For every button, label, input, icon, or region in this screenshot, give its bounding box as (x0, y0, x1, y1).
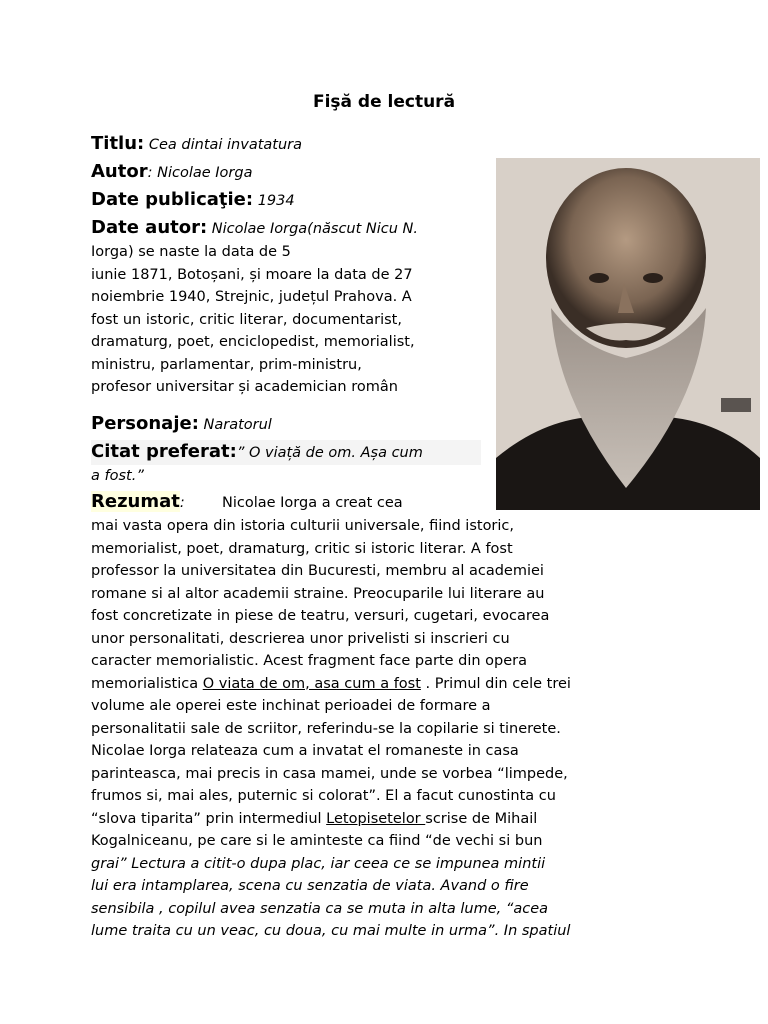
rezumat-line: lui era intamplarea, scena cu senzatia de viata. Avand o fire (91, 878, 529, 894)
rezumat-text-span: memorialistica (91, 675, 203, 692)
rezumat-line: fost concretizate in piese de teatru, versuri, cugetari, evocarea (91, 608, 550, 624)
author-portrait-photo (496, 158, 760, 510)
field-citat-preferat (91, 440, 481, 465)
date-autor-line: ministru, parlamentar, prim-ministru, (91, 356, 362, 373)
rezumat-line: professor la universitatea din Bucuresti, membru al academiei (91, 563, 544, 579)
field-rezumat (91, 490, 403, 515)
titlu-label: Titlu: (91, 133, 145, 154)
citat-value-line-1: ” O viață de om. Așa cum (236, 445, 423, 461)
rezumat-line: memorialist, poet, dramaturg, critic si istoric literar. A fost (91, 540, 513, 557)
date-autor-line: Iorga) se naste la data de 5 (91, 244, 291, 260)
citat-label: Citat preferat: (91, 441, 237, 462)
date-autor-text (91, 241, 415, 399)
personaje-value: Naratorul (203, 417, 272, 433)
citat-value-line-2: a fost.” (91, 468, 144, 484)
rezumat-line: unor personalitati, descrierea unor privelisti si inscrieri cu (91, 630, 510, 647)
rezumat-line: sensibila , copilul avea senzatia ca se muta in alta lume, “acea (91, 900, 549, 917)
date-publicatie-value: 1934 (257, 193, 295, 209)
date-autor-label: Date autor (91, 217, 200, 238)
rezumat-line: grai” Lectura a citit-o dupa plac, iar ceea ce se impunea mintii (91, 855, 546, 872)
field-autor (91, 160, 252, 185)
rezumat-line-opera (91, 673, 571, 696)
field-personaje (91, 412, 272, 437)
rezumat-line: frumos si, mai ales, puternic si colorat”. El a facut cunostinta cu (91, 788, 556, 804)
portrait-image (496, 158, 760, 510)
date-autor-colon: : (199, 217, 208, 238)
personaje-label: Personaje: (91, 413, 199, 434)
autor-label: Autor (91, 161, 148, 182)
rezumat-text-span: . Primul din cele trei (420, 675, 571, 692)
rezumat-line: caracter memorialistic. Acest fragment face parte din opera (91, 653, 528, 669)
field-date-publicatie (91, 188, 295, 213)
date-autor-line: profesor universitar și academician român (91, 379, 398, 395)
field-titlu (91, 132, 302, 157)
letopisete-underlined: Letopisetelor (326, 810, 426, 827)
rezumat-line: mai vasta opera din istoria culturii universale, fiind istoric, (91, 518, 515, 534)
rezumat-label: Rezumat (91, 491, 180, 512)
rezumat-line: romane si al altor academii straine. Preocuparile lui literare au (91, 585, 545, 602)
citat-continuation (91, 465, 144, 488)
titlu-value: Cea dintai invatatura (148, 137, 303, 153)
date-autor-line: dramaturg, poet, enciclopedist, memorialist, (91, 334, 415, 350)
rezumat-first-line: Nicolae Iorga a creat cea (221, 495, 403, 511)
rezumat-line-letopisete (91, 808, 571, 831)
date-autor-line: fost un istoric, critic literar, documentarist, (91, 311, 402, 328)
rezumat-line: parinteasca, mai precis in casa mamei, unde se vorbea “limpede, (91, 765, 568, 782)
document-title: Fişă de lectură (312, 92, 456, 112)
rezumat-line: lume traita cu un veac, cu doua, cu mai multe in urma”. In spatiul (91, 923, 571, 939)
rezumat-line: personalitatii sale de scriitor, referindu-se la copilarie si tinerete. (91, 720, 561, 737)
field-date-autor (91, 216, 418, 241)
date-autor-line: noiembrie 1940, Strejnic, județul Prahova. A (91, 289, 412, 305)
rezumat-text-span: “slova tiparita” prin intermediul (91, 810, 327, 827)
date-autor-line: iunie 1871, Botoșani, și moare la data de 27 (91, 266, 413, 283)
date-publicatie-label: Date publicaţie: (91, 189, 254, 210)
opera-title-underlined: O viata de om, asa cum a fost (202, 675, 421, 692)
rezumat-line: volume ale operei este inchinat perioadei de formare a (91, 698, 491, 714)
rezumat-line: Nicolae Iorga relateaza cum a invatat el romaneste in casa (91, 743, 519, 759)
autor-colon: : (147, 165, 153, 181)
rezumat-text-span: scrise de Mihail (425, 810, 538, 827)
date-autor-line-1: Nicolae Iorga(născut Nicu N. (211, 221, 419, 237)
rezumat-line: Kogalniceanu, pe care si le aminteste ca fiind “de vechi si bun (91, 833, 543, 849)
rezumat-colon: : (179, 495, 185, 511)
autor-value: Nicolae Iorga (157, 165, 253, 181)
rezumat-text (91, 515, 571, 943)
